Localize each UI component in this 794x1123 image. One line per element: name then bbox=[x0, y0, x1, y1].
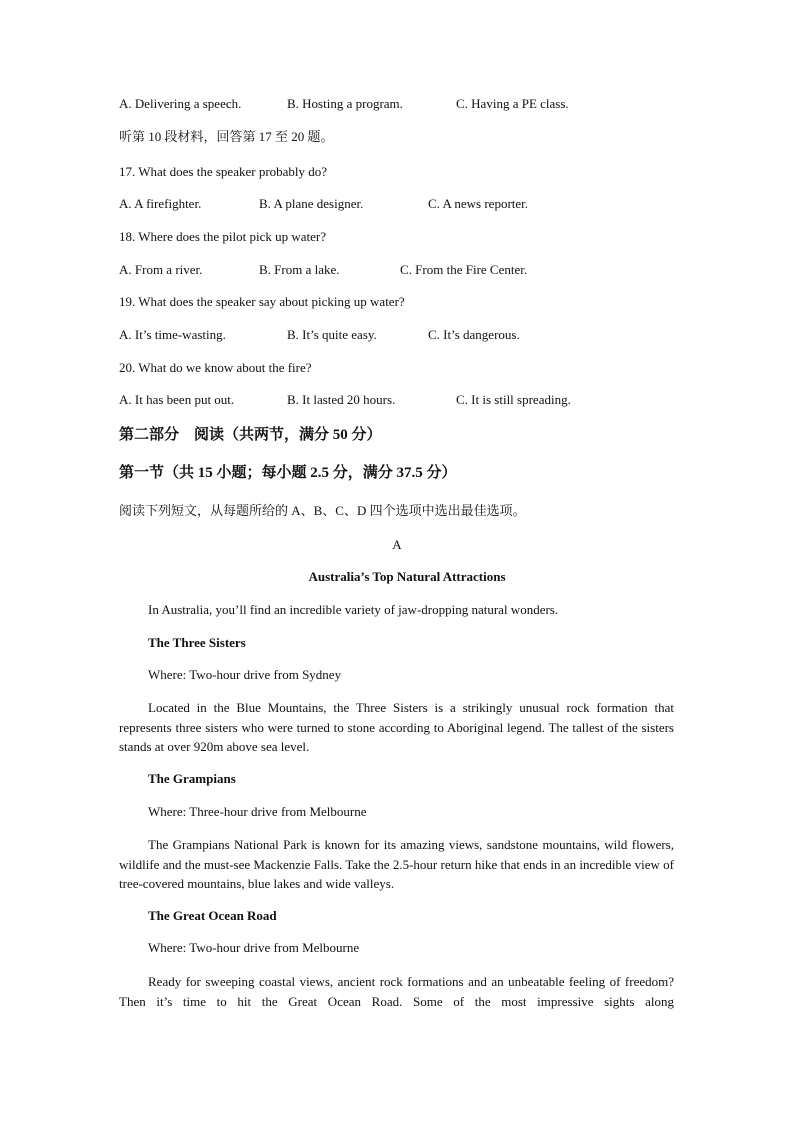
q17-option-a: A. A firefighter. bbox=[119, 196, 202, 211]
q18-option-c: C. From the Fire Center. bbox=[400, 262, 528, 277]
attraction-1-where: Where: Two-hour drive from Sydney bbox=[148, 667, 342, 682]
q17-stem: 17. What does the speaker probably do? bbox=[119, 164, 328, 179]
attraction-3-name: The Great Ocean Road bbox=[148, 908, 277, 923]
q18-option-a: A. From a river. bbox=[119, 262, 203, 277]
q19-stem: 19. What does the speaker say about picking up water? bbox=[119, 294, 405, 309]
attraction-2-name: The Grampians bbox=[148, 771, 236, 786]
q20-option-a: A. It has been put out. bbox=[119, 392, 235, 407]
q16-option-a: A. Delivering a speech. bbox=[119, 96, 242, 111]
q17-option-b: B. A plane designer. bbox=[259, 196, 364, 211]
q20-option-b: B. It lasted 20 hours. bbox=[287, 392, 396, 407]
instruction-10: 听第 10 段材料，回答第 17 至 20 题。 bbox=[119, 129, 334, 144]
attraction-2-description: The Grampians National Park is known for its amazing views, sandstone mountains, wild flowers, wildlife and the must-see Mackenzie Falls. Take the 2.5-hour return hike that ends in an incredible view of tree-covered mountains, blue lakes and wide valleys. bbox=[119, 837, 674, 891]
q16-option-c: C. Having a PE class. bbox=[456, 96, 569, 111]
q18-option-b: B. From a lake. bbox=[259, 262, 340, 277]
q16-option-b: B. Hosting a program. bbox=[287, 96, 403, 111]
passage-letter: A bbox=[392, 537, 402, 552]
attraction-1-name: The Three Sisters bbox=[148, 635, 246, 650]
attraction-1-description: Located in the Blue Mountains, the Three Sisters is a strikingly unusual rock formation that represents three sisters who were turned to stone according to Aboriginal legend. The tallest of the sisters stands at over 920m above sea level. bbox=[119, 700, 674, 754]
part2-heading: 第二部分 阅读（共两节，满分 50 分） bbox=[119, 427, 382, 443]
q17-option-c: C. A news reporter. bbox=[428, 196, 529, 211]
q18-stem: 18. Where does the pilot pick up water? bbox=[119, 229, 326, 244]
attraction-2-where: Where: Three-hour drive from Melbourne bbox=[148, 804, 367, 819]
q19-option-b: B. It’s quite easy. bbox=[287, 327, 377, 342]
passage-title: Australia’s Top Natural Attractions bbox=[308, 569, 506, 584]
section1-heading: 第一节（共 15 小题；每小题 2.5 分，满分 37.5 分） bbox=[119, 465, 457, 481]
q20-option-c: C. It is still spreading. bbox=[456, 392, 571, 407]
q20-stem: 20. What do we know about the fire? bbox=[119, 360, 312, 375]
reading-instruction: 阅读下列短文，从每题所给的 A、B、C、D 四个选项中选出最佳选项。 bbox=[119, 503, 526, 518]
q19-option-c: C. It’s dangerous. bbox=[428, 327, 520, 342]
attraction-3-where: Where: Two-hour drive from Melbourne bbox=[148, 940, 360, 955]
passage-intro: In Australia, you’ll find an incredible variety of jaw-dropping natural wonders. bbox=[148, 602, 559, 617]
q19-option-a: A. It’s time-wasting. bbox=[119, 327, 226, 342]
attraction-3-description: Ready for sweeping coastal views, ancient rock formations and an unbeatable feeling of freedom? Then it’s time to hit the Great Ocean Road. Some of the most impressive sights along bbox=[119, 974, 674, 1009]
